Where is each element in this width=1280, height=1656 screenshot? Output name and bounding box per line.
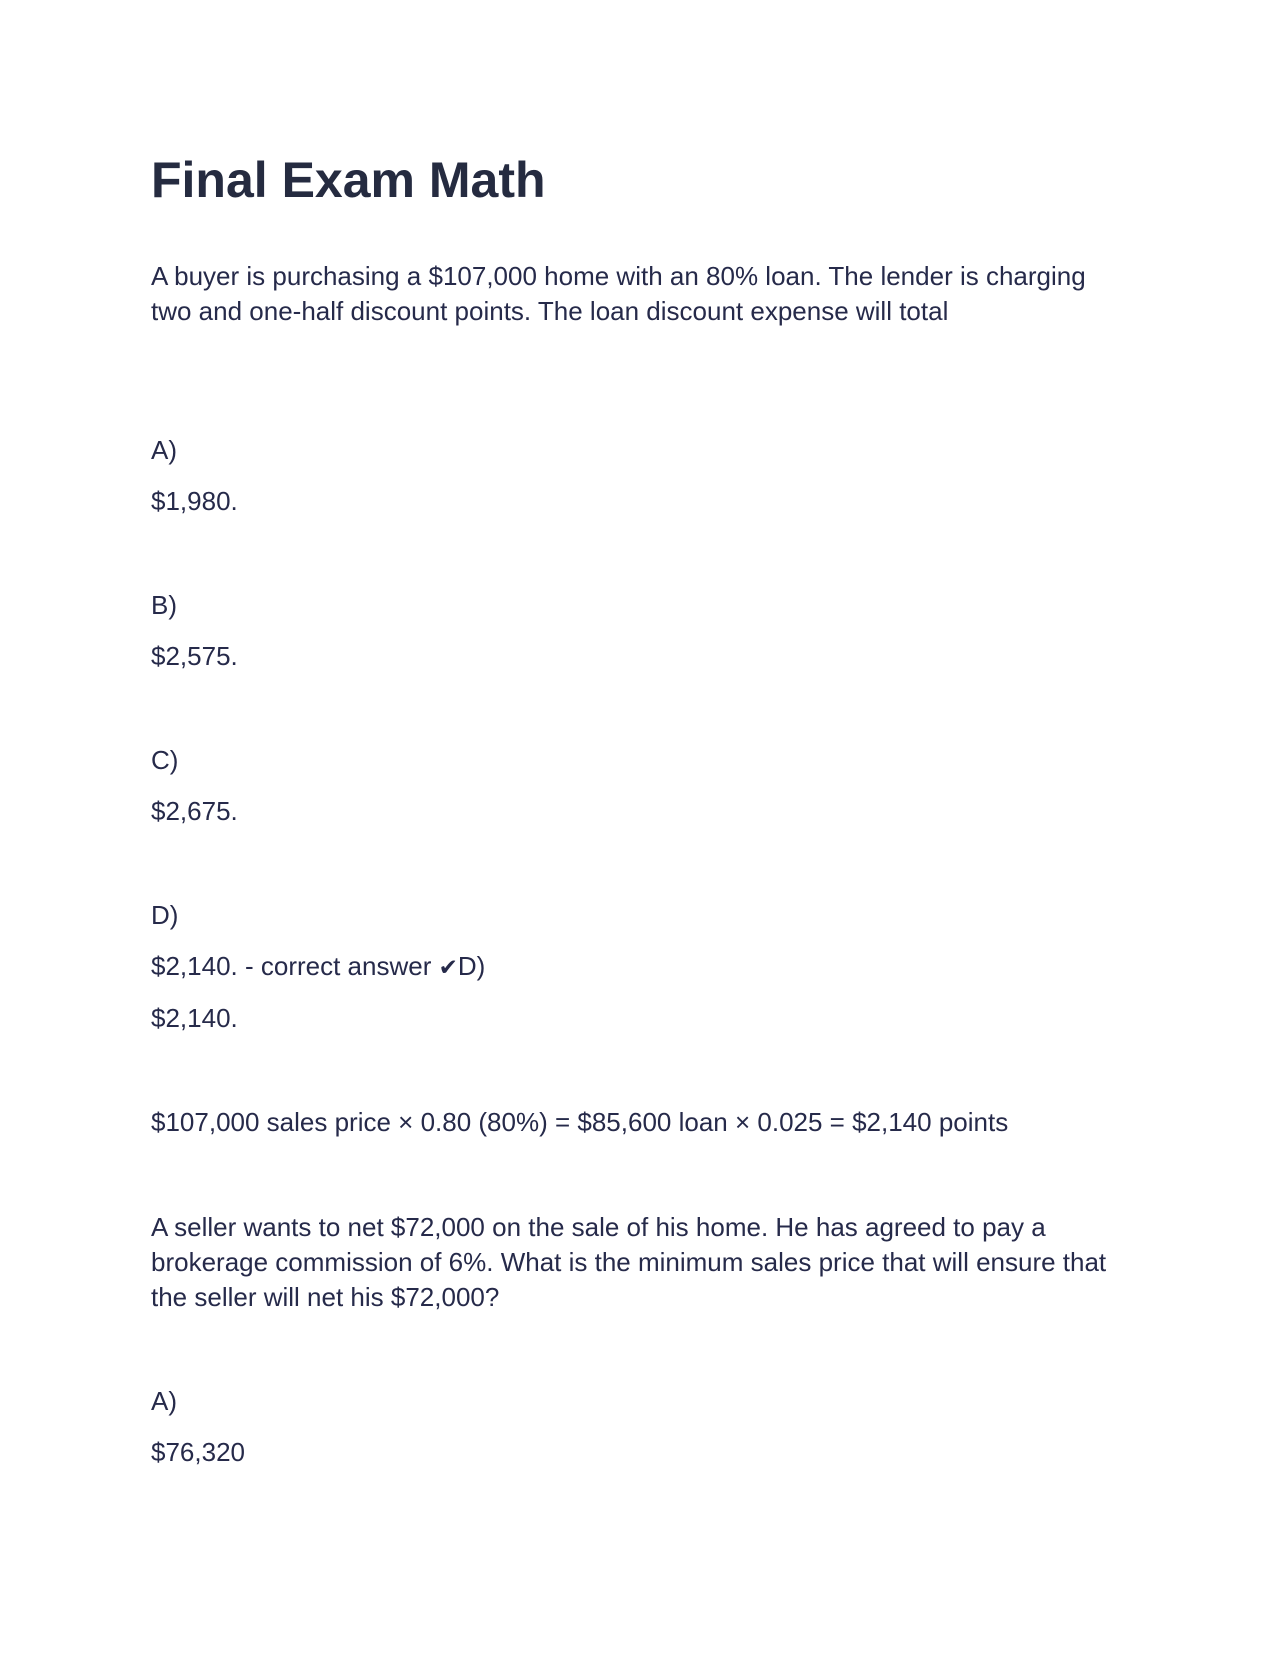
q1-explanation: $107,000 sales price × 0.80 (80%) = $85,600 loan × 0.025 = $2,140 points bbox=[151, 1107, 1009, 1137]
q1-option-c-letter: C) bbox=[151, 745, 179, 775]
q1-option-d-value: $2,140. bbox=[151, 951, 238, 981]
q1-option-b-letter: B) bbox=[151, 590, 177, 620]
q2-option-a-value: $76,320 bbox=[151, 1437, 245, 1467]
q1-option-b-value: $2,575. bbox=[151, 641, 238, 671]
correct-answer-letter: D) bbox=[457, 951, 486, 981]
q1-correct-answer-line bbox=[151, 949, 485, 986]
q1-option-a-value: $1,980. bbox=[151, 486, 238, 516]
checkmark-icon: ✔ bbox=[438, 955, 458, 981]
page-title: Final Exam Math bbox=[151, 152, 546, 208]
q2-option-a-letter: A) bbox=[151, 1386, 177, 1416]
q1-option-d-letter: D) bbox=[151, 900, 179, 930]
q1-option-a-letter: A) bbox=[151, 435, 177, 465]
question-2-text: A seller wants to net $72,000 on the sale of his home. He has agreed to pay a brokerage commission of 6%. What is the minimum sales price that will ensure that the seller will net his $72,000? bbox=[151, 1212, 1107, 1312]
correct-answer-note: - correct answer bbox=[244, 951, 432, 981]
q1-correct-answer-value: $2,140. bbox=[151, 1003, 238, 1033]
q1-option-c-value: $2,675. bbox=[151, 796, 238, 826]
question-1-text: A buyer is purchasing a $107,000 home with an 80% loan. The lender is charging two and one-half discount points. The loan discount expense will total bbox=[151, 261, 1086, 326]
